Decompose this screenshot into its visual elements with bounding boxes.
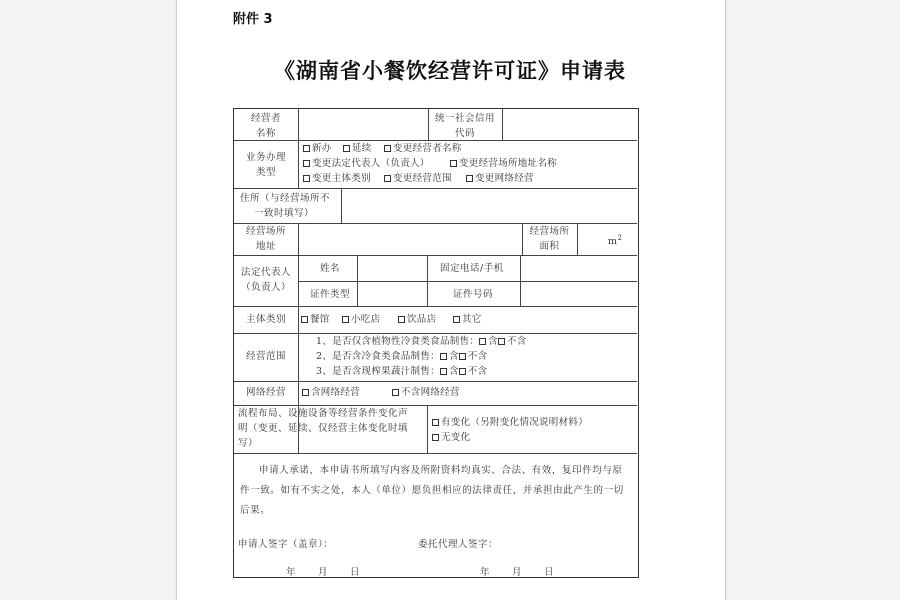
premises-address-label: 经营场所 地址: [245, 226, 286, 252]
checkbox-scope-2-yes[interactable]: 含: [440, 351, 459, 362]
legal-rep-label: 法定代表人 （负责人）: [240, 267, 291, 293]
agent-signature-label: 委托代理人签字：: [418, 539, 499, 550]
checkbox-other[interactable]: 其它: [453, 313, 482, 327]
checkbox-scope-2-no[interactable]: 不含: [459, 351, 488, 362]
checkbox-scope-3-no[interactable]: 不含: [459, 366, 488, 377]
checkbox-online-no[interactable]: 不含网络经营: [392, 386, 460, 400]
credit-code-label: 统一社会信用 代码: [434, 113, 495, 139]
row-divider: [234, 306, 637, 307]
scope-item-1: 1、是否仅含植物性冷食类食品制售： 含 不含: [316, 336, 527, 347]
premises-area-label: 经营场所 面积: [529, 226, 570, 252]
applicant-signature-label: 申请人签字（盖章）：: [238, 539, 334, 550]
entity-type-label: 主体类别: [245, 314, 286, 325]
checkbox-scope-3-yes[interactable]: 含: [440, 366, 459, 377]
residence-label: 住所（与经营场所不 一致时填写）: [240, 193, 331, 219]
checkbox-restaurant[interactable]: 餐馆: [301, 313, 330, 327]
checkbox-unchanged[interactable]: 无变化: [432, 431, 470, 445]
checkbox-change-entity-type[interactable]: 变更主体类别: [303, 172, 371, 186]
col-divider: [520, 255, 521, 306]
applicant-date: 年 月 日: [286, 567, 361, 578]
col-divider: [502, 109, 503, 140]
checkbox-change-premises-address[interactable]: 变更经营场所地址名称: [450, 157, 557, 171]
col-divider: [427, 405, 428, 453]
row-divider: [234, 188, 637, 189]
applicant-pledge-text: 申请人承诺，本申请书所填写内容及所附资料均真实、合法、有效，复印件均与原件一致。如有不实之处，本人（单位）愿负担相应的法律责任，并承担由此产生的一切后果。: [240, 465, 624, 516]
application-form-table: [233, 108, 639, 578]
row-divider: [234, 333, 637, 334]
scope-item-2: 2、是否含冷食类食品制售： 含 不含: [316, 351, 488, 362]
operator-name-label: 经营者 名称: [250, 113, 281, 139]
checkbox-change-legal-rep[interactable]: 变更法定代表人（负责人）: [303, 157, 430, 171]
form-title: 《湖南省小餐饮经营许可证》申请表: [274, 58, 626, 83]
checkbox-snack-shop[interactable]: 小吃店: [342, 313, 380, 327]
scope-item-3: 3、是否含现榨果蔬汁制售： 含 不含: [316, 366, 488, 377]
phone-label: 固定电话/手机: [440, 263, 504, 274]
legal-rep-name-label: 姓名: [320, 263, 341, 274]
id-type-label: 证件类型: [310, 289, 351, 300]
row-divider: [234, 381, 637, 382]
col-divider: [427, 255, 428, 306]
checkbox-scope-1-no[interactable]: 不含: [498, 336, 527, 347]
id-number-label: 证件号码: [453, 289, 494, 300]
row-divider: [234, 255, 637, 256]
checkbox-new[interactable]: 新办: [303, 142, 332, 156]
checkbox-online-yes[interactable]: 含网络经营: [302, 386, 360, 400]
checkbox-beverage-shop[interactable]: 饮品店: [398, 313, 436, 327]
col-divider: [298, 109, 299, 188]
checkbox-change-scope[interactable]: 变更经营范围: [384, 172, 452, 186]
scope-label: 经营范围: [245, 351, 286, 362]
checkbox-renewal[interactable]: 延续: [343, 142, 372, 156]
online-business-label: 网络经营: [245, 387, 286, 398]
col-divider: [341, 188, 342, 223]
row-divider: [298, 281, 637, 282]
condition-change-label: 流程布局、设施设备等经营条件变化声 明（变更、延续、仅经营主体变化时填 写）: [238, 408, 409, 449]
area-unit: $m^2$: [608, 234, 623, 248]
row-divider: [234, 453, 637, 454]
checkbox-change-online[interactable]: 变更网络经营: [466, 172, 534, 186]
checkbox-change-operator-name[interactable]: 变更经营者名称: [384, 142, 462, 156]
attachment-label: 附件 3: [233, 12, 273, 27]
business-type-label: 业务办理 类型: [245, 152, 286, 178]
col-divider: [357, 255, 358, 306]
agent-date: 年 月 日: [480, 567, 555, 578]
checkbox-changed[interactable]: 有变化（另附变化情况说明材料）: [432, 416, 588, 430]
col-divider: [577, 223, 578, 255]
checkbox-scope-1-yes[interactable]: 含: [479, 336, 498, 347]
